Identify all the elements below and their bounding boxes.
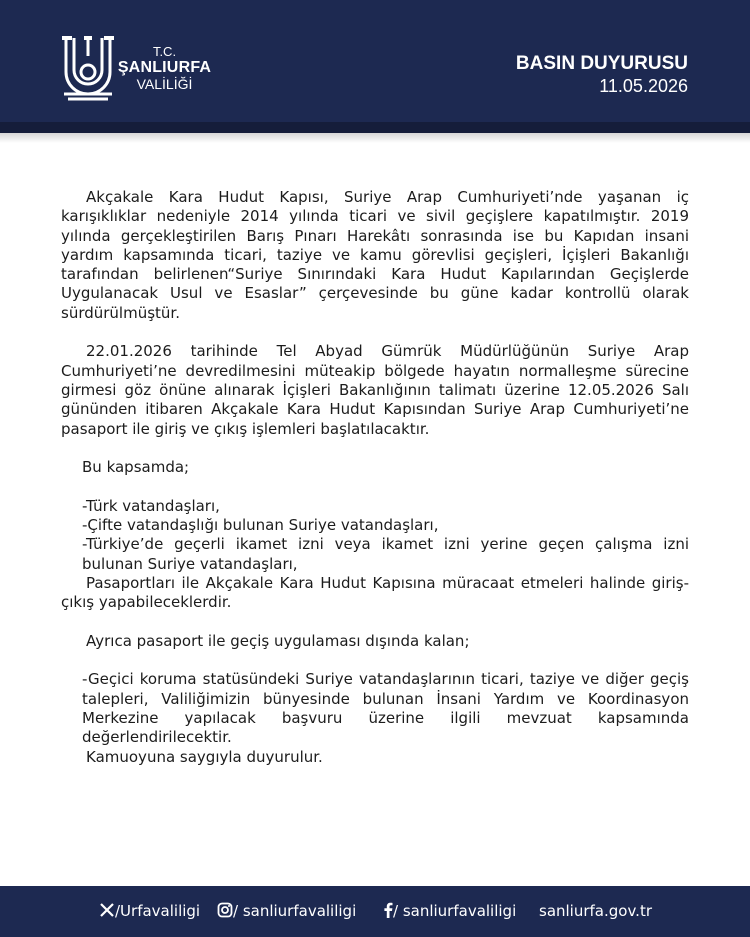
paragraph-2: 22.01.2026 tarihinde Tel Abyad Gümrük Müdürlüğünün Suriye Arap Cumhuriyeti’ne devredilmesini müteakip bölgede hayatın normalleşme sürecine girmesi göz önüne alınarak İçişleri Bakanlığının talimatı üzerine 12.05.2026 Salı gününden itibaren Akçakale Kara Hudut Kapısından Suriye Arap Cumhuriyeti’ne pasaport ile giriş ve çıkış işlemleri başlatılacaktır. [61, 342, 689, 438]
facebook-handle: / sanliurfavaliligi [393, 902, 517, 920]
instagram-handle: / sanliurfavaliligi [233, 902, 357, 920]
org-name [117, 44, 212, 92]
press-info [516, 53, 688, 97]
org-line-city: ŞANLIURFA [117, 59, 212, 76]
closing-line: Kamuoyuna saygıyla duyurulur. [86, 747, 323, 766]
facebook-icon [383, 902, 393, 918]
list-item: -Türkiye’de geçerli ikamet izni veya ikamet izni yerine geçen çalışma izni bulunan Suriye vatandaşları, [82, 535, 689, 573]
x-handle: /Urfavaliligi [115, 902, 201, 920]
org-line-office: VALİLİĞİ [136, 76, 193, 92]
website-link[interactable]: sanliurfa.gov.tr [539, 902, 652, 920]
footer-facebook[interactable] [383, 901, 516, 921]
instagram-icon [217, 902, 233, 918]
announcement-body [61, 188, 689, 786]
header-bar [0, 0, 750, 122]
footer-website[interactable] [539, 901, 652, 921]
footer-bar [0, 886, 750, 937]
doc-type-title: BASIN DUYURUSU [515, 53, 688, 74]
footer-instagram[interactable] [217, 901, 356, 921]
doc-date: 11.05.2026 [599, 76, 688, 96]
header-shadow [0, 133, 750, 143]
scope-line: Bu kapsamda; [82, 458, 190, 477]
list-item: -Türk vatandaşları, [82, 496, 220, 515]
org-line-tc: T.C. [152, 44, 177, 59]
footer-x[interactable] [99, 901, 200, 921]
list-item: -Çifte vatandaşlığı bulunan Suriye vatandaşları, [82, 516, 439, 535]
paragraph-1: Akçakale Kara Hudut Kapısı, Suriye Arap Cumhuriyeti’nde yaşanan iç karışıklıklar nedeniyle 2014 yılında ticari ve sivil geçişlere kapatılmıştır. 2019 yılında gerçekleştirilen Barış Pınarı Harekâtı sonrasında ise bu Kapıdan insani yardım kapsamında ticari, taziye ve kamu görevlisi geçişleri, İçişleri Bakanlığı tarafından belirlenen“Suriye Sınırındaki Kara Hudut Kapılarından Geçişlerde Uygulanacak Usul ve Esaslar” çerçevesinde bu güne kadar kontrollü olarak sürdürülmüştür. [61, 188, 689, 322]
paragraph-5: -Geçici koruma statüsündeki Suriye vatandaşlarının ticari, taziye ve diğer geçiş talepleri, Valiliğimizin bünyesinde bulunan İnsani Yardım ve Koordinasyon Merkezine yapılacak başvuru üzerine ilgili mevzuat kapsamında değerlendirilecektir. [82, 670, 689, 747]
x-icon [99, 902, 115, 918]
paragraph-3: Pasaportları ile Akçakale Kara Hudut Kapısına müracaat etmeleri halinde giriş-çıkış yapabileceklerdir. [61, 573, 689, 612]
emblem-icon [60, 36, 116, 102]
header-strip [0, 122, 750, 133]
paragraph-4: Ayrıca pasaport ile geçiş uygulaması dışında kalan; [86, 631, 470, 650]
